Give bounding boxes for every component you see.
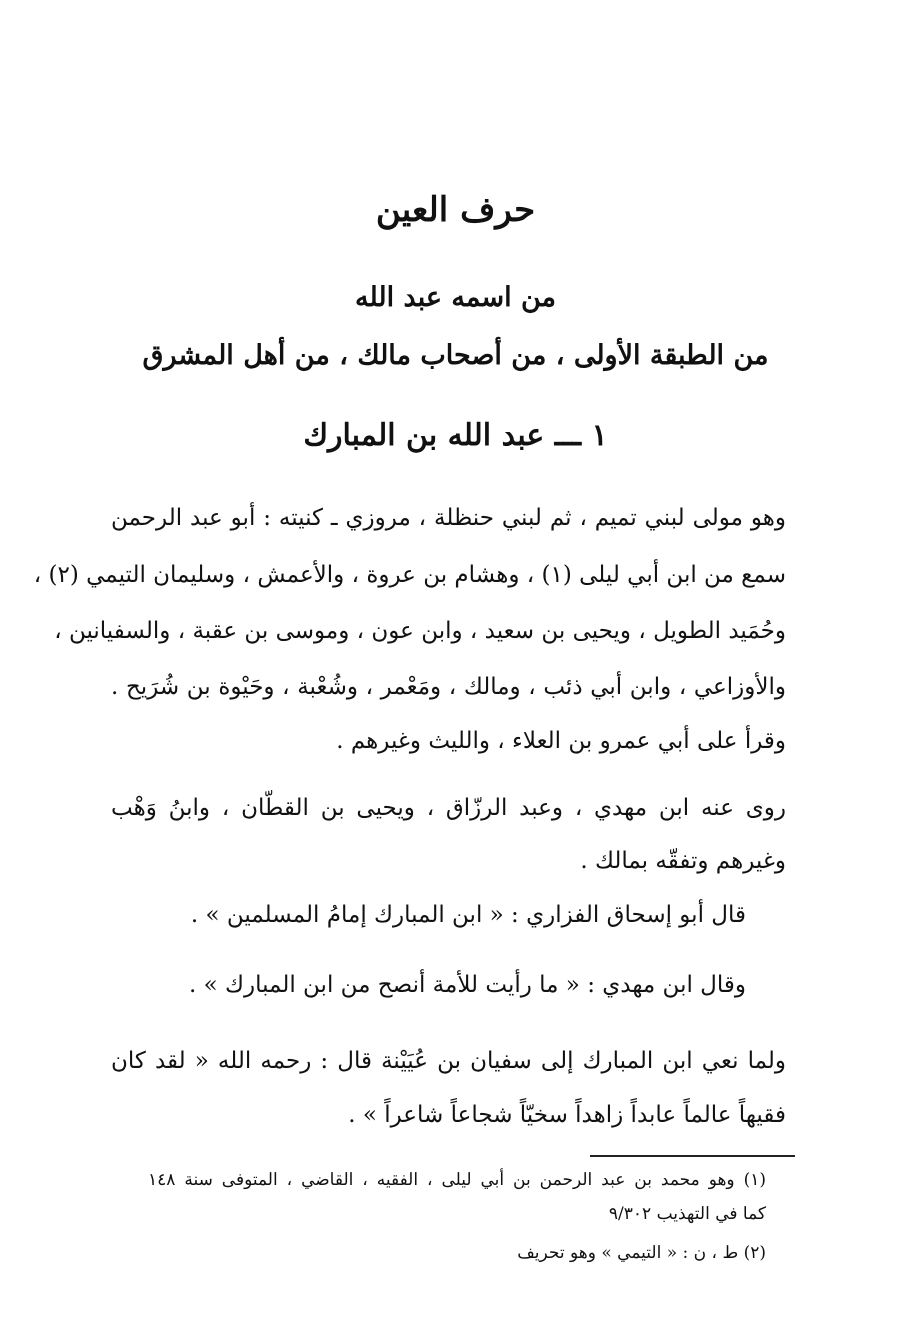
body-line-1: وهو مولى لبني تميم ، ثم لبني حنظلة ، مروزي ـ كنيته : أبو عبد الرحمن bbox=[111, 505, 786, 531]
body-line-8: قال أبو إسحاق الفزاري : « ابن المبارك إمامُ المسلمين » . bbox=[190, 902, 746, 928]
footnote-divider bbox=[590, 1155, 795, 1157]
entry-title: ١ ـــ عبد الله بن المبارك bbox=[303, 418, 608, 453]
body-line-5: وقرأ على أبي عمرو بن العلاء ، والليث وغيرهم . bbox=[336, 728, 786, 754]
body-line-10: ولما نعي ابن المبارك إلى سفيان بن عُيَيْنة قال : رحمه الله « لقد كان bbox=[111, 1048, 786, 1074]
footnote-2: (٢) ط ، ن : « التيمي » وهو تحريف bbox=[517, 1243, 766, 1263]
body-line-6: روى عنه ابن مهدي ، وعبد الرزّاق ، ويحيى بن القطّان ، وابنُ وَهْب bbox=[111, 795, 786, 821]
body-line-7: وغيرهم وتفقّه بمالك . bbox=[580, 848, 786, 874]
footnote-1-line-1: (١) وهو محمد بن عبد الرحمن بن أبي ليلى ، الفقيه ، القاضي ، المتوفى سنة ١٤٨ bbox=[148, 1170, 766, 1190]
body-line-2: سمع من ابن أبي ليلى (١) ، وهشام بن عروة ، والأعمش ، وسليمان التيمي (٢) ، bbox=[33, 562, 786, 588]
chapter-title: حرف العين bbox=[375, 190, 536, 230]
section-subtitle: من اسمه عبد الله bbox=[355, 282, 556, 313]
body-line-4: والأوزاعي ، وابن أبي ذئب ، ومالك ، ومَعْمر ، وشُعْبة ، وحَيْوة بن شُرَيح . bbox=[111, 674, 786, 700]
body-line-9: وقال ابن مهدي : « ما رأيت للأمة أنصح من ابن المبارك » . bbox=[189, 972, 746, 998]
body-line-11: فقيهاً عالماً عابداً زاهداً سخيّاً شجاعاً شاعراً » . bbox=[348, 1102, 786, 1128]
body-line-3: وحُمَيد الطويل ، ويحيى بن سعيد ، وابن عون ، وموسى بن عقبة ، والسفيانين ، bbox=[54, 618, 786, 644]
class-subtitle: من الطبقة الأولى ، من أصحاب مالك ، من أهل المشرق bbox=[142, 340, 769, 371]
footnote-1-line-2: كما في التهذيب ٩/٣٠٢ bbox=[608, 1204, 766, 1224]
